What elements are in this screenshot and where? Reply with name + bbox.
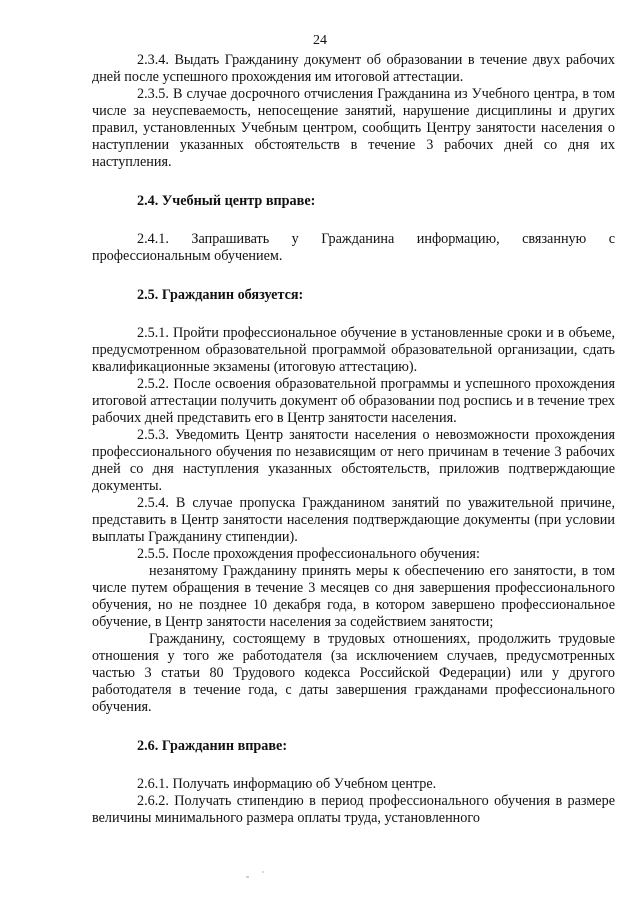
clause-2-5-5: 2.5.5. После прохождения профессионального обучения: [137,546,480,562]
clause-2-5-5-unemployed: незанятому Гражданину принять меры к обеспечению его занятости, в том числе путем обращения в течение 3 месяцев со дня завершения профессионального обучения, но не позднее 10 декабря года, в котором завершено профессиональное обучение, в Центр занятости населения за содействием занятости; [92,563,615,630]
clause-2-3-5: 2.3.5. В случае досрочного отчисления Гражданина из Учебного центра, в том числе за неуспеваемость, непосещение занятий, нарушение дисциплины и других правил, установленных Учебным центром, сообщить Центру занятости населения о наступлении указанных обстоятельств в течение 3 рабочих дней со дня их наступления. [92,86,615,170]
clause-2-6-2: 2.6.2. Получать стипендию в период профессионального обучения в размере величины минимального размера оплаты труда, установленного [92,793,615,826]
clause-2-4-1: 2.4.1. Запрашивать у Гражданина информацию, связанную с профессиональным обучением. [92,231,615,264]
section-heading-2-4: 2.4. Учебный центр вправе: [137,193,316,209]
section-heading-2-5: 2.5. Гражданин обязуется: [137,287,304,303]
clause-2-5-5-employed: Гражданину, состоящему в трудовых отношениях, продолжить трудовые отношения у того же работодателя (за исключением случаев, предусмотренных частью 3 статьи 80 Трудового кодекса Российской Федерации) или у другого работодателя в течение года, с даты завершения гражданами профессионального обучения. [92,631,615,715]
scan-speck [262,871,264,873]
scan-speck [246,876,249,878]
section-heading-2-6: 2.6. Гражданин вправе: [137,738,288,754]
page-number: 24 [313,33,327,48]
clause-2-5-2: 2.5.2. После освоения образовательной программы и успешного прохождения итоговой аттестации получить документ об образовании под роспись и в течение трех рабочих дней представить его в Центр занятости населения. [92,376,615,426]
clause-2-5-3: 2.5.3. Уведомить Центр занятости населения о невозможности прохождения профессионального обучения по независящим от него причинам в течение 3 рабочих дней со дня наступления указанных обстоятельств, приложив подтверждающие документы. [92,427,615,494]
clause-2-5-4: 2.5.4. В случае пропуска Гражданином занятий по уважительной причине, представить в Центр занятости населения подтверждающие документы (при условии выплаты Гражданину стипендии). [92,495,615,545]
clause-2-3-4: 2.3.4. Выдать Гражданину документ об образовании в течение двух рабочих дней после успешного прохождения им итоговой аттестации. [92,52,615,85]
document-body [92,52,615,827]
clause-2-5-1: 2.5.1. Пройти профессиональное обучение в установленные сроки и в объеме, предусмотренном образовательной программой образовательной организации, сдать квалификационные экзамены (итоговую аттестацию). [92,325,615,375]
clause-2-6-1: 2.6.1. Получать информацию об Учебном центре. [137,776,437,792]
